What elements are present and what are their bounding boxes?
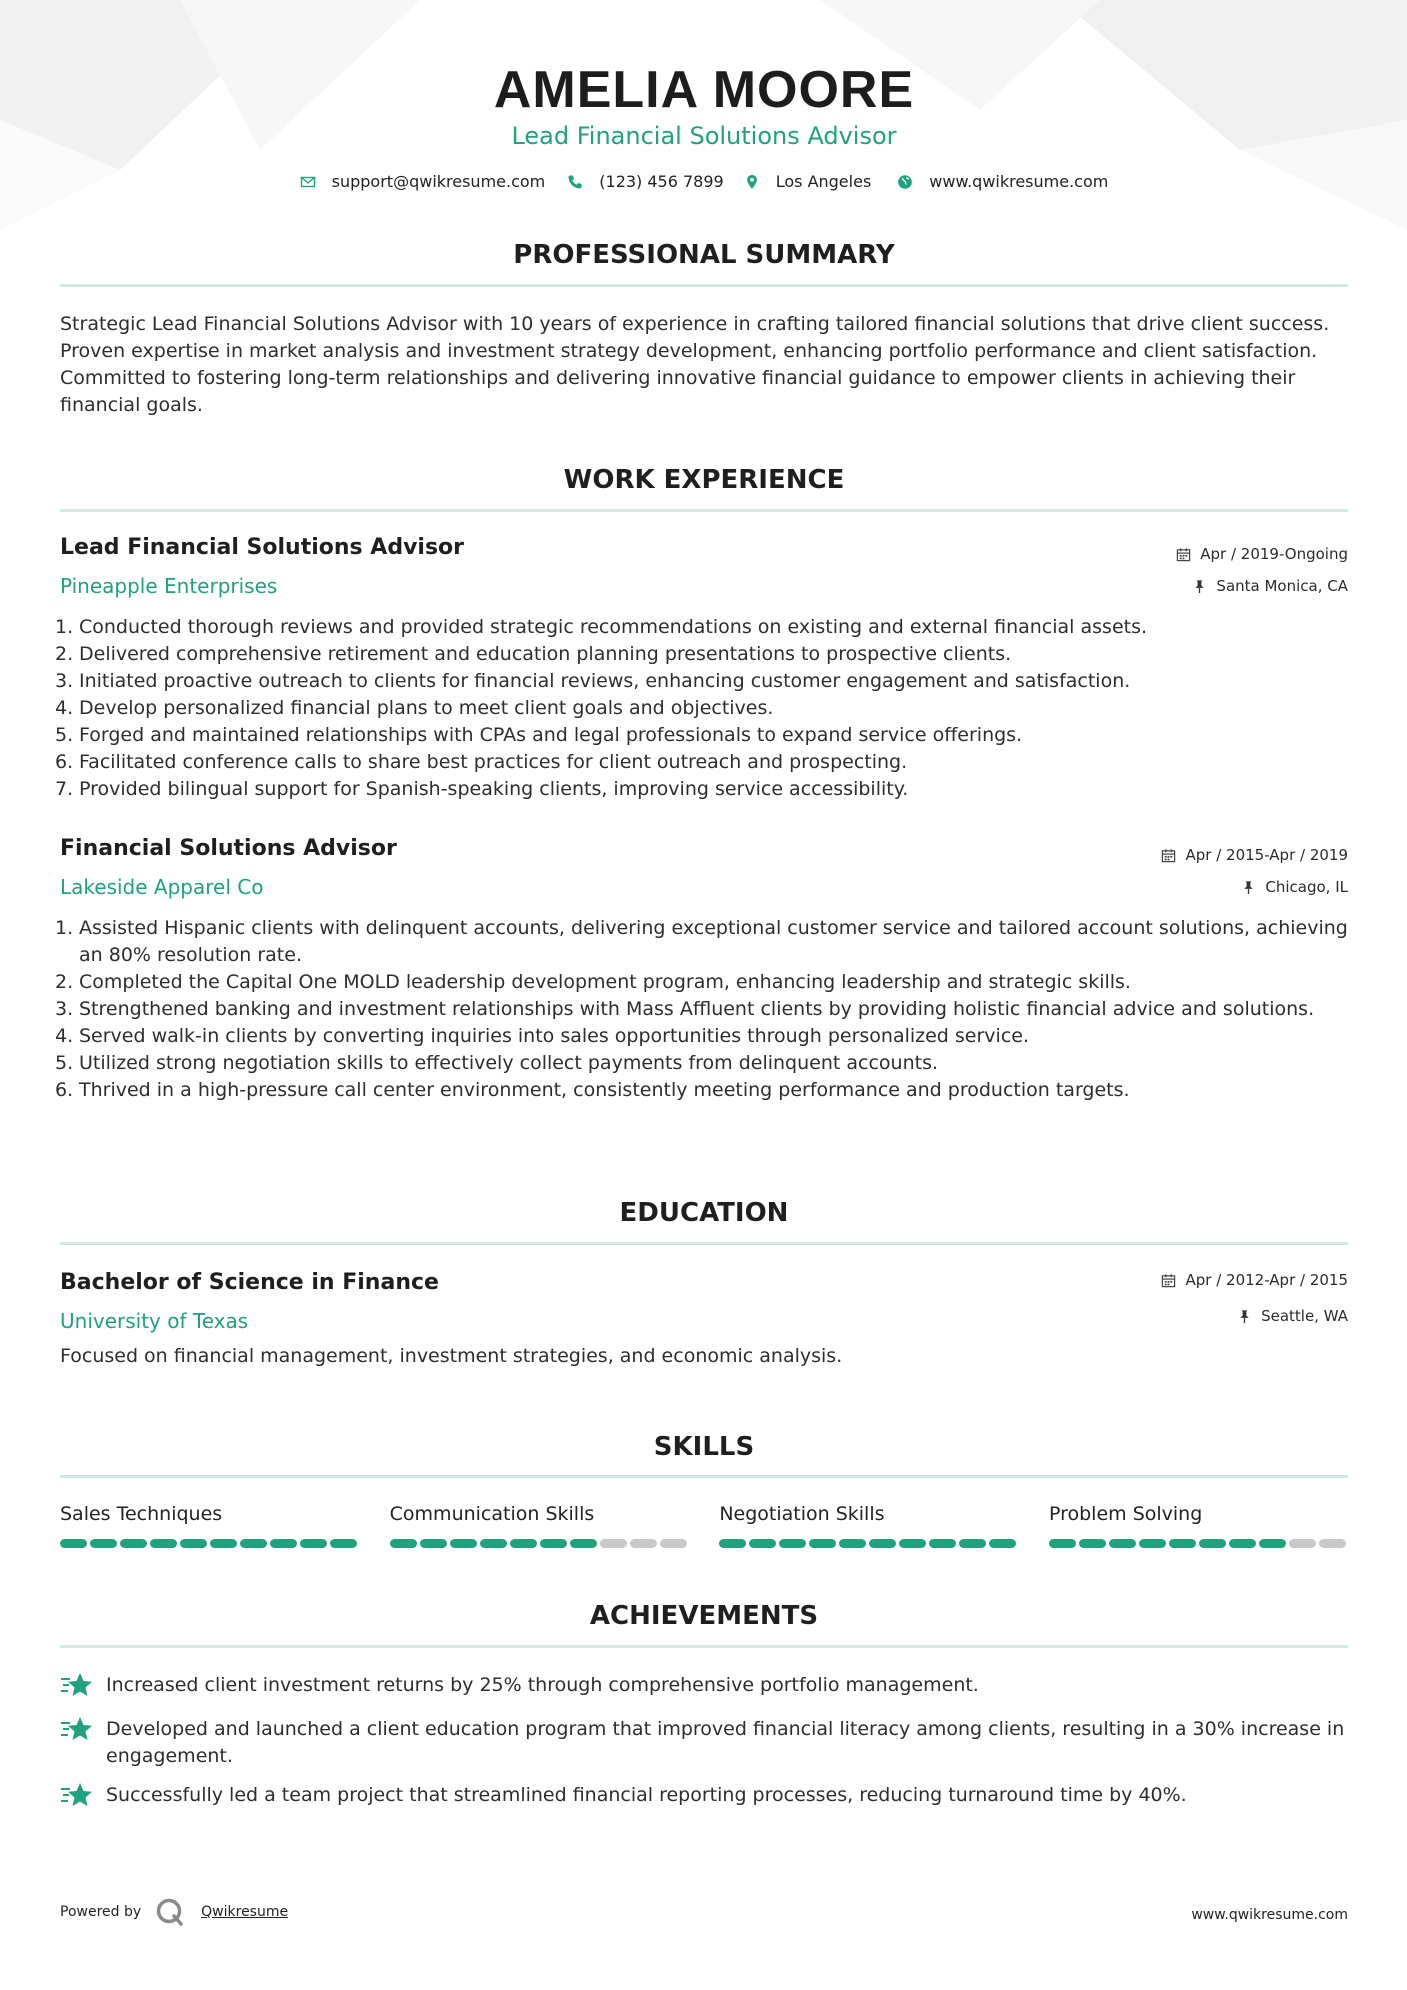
- education-location-text: Seattle, WA: [1261, 1307, 1348, 1325]
- education-heading: EDUCATION: [619, 1198, 789, 1228]
- skill-name: Negotiation Skills: [719, 1503, 885, 1525]
- skill-dot-filled: [1199, 1539, 1226, 1548]
- globe-icon: [897, 174, 913, 190]
- skill-dot-filled: [1139, 1539, 1166, 1548]
- education-description: Focused on financial management, investment strategies, and economic analysis.: [60, 1345, 843, 1367]
- calendar-icon: [1176, 547, 1191, 562]
- list-item: 2. Completed the Capital One MOLD leadership development program, enhancing leadership and strategic skills.: [55, 971, 1131, 993]
- skill-dot-filled: [929, 1539, 956, 1548]
- skill-dot-filled: [899, 1539, 926, 1548]
- skill-dot-filled: [510, 1539, 537, 1548]
- skill-dot-filled: [540, 1539, 567, 1548]
- skill-dot-filled: [1259, 1539, 1286, 1548]
- skill-rating: [719, 1539, 1018, 1548]
- list-item: 3. Initiated proactive outreach to clients for financial reviews, enhancing customer engagement and satisfaction.: [55, 670, 1131, 692]
- achievement-item: [60, 1716, 1348, 1770]
- skill-dot-filled: [330, 1539, 357, 1548]
- job-location-text: Chicago, IL: [1265, 878, 1348, 896]
- skill-dot-filled: [1169, 1539, 1196, 1548]
- skill-dot-filled: [719, 1539, 746, 1548]
- school-name: University of Texas: [60, 1309, 249, 1333]
- pushpin-icon: [1192, 579, 1207, 594]
- skill-dot-filled: [1229, 1539, 1256, 1548]
- job-bullets: [55, 915, 1348, 1104]
- achievement-text: Successfully led a team project that streamlined financial reporting processes, reducing turnaround time by 40%.: [106, 1784, 1187, 1806]
- list-item: 4. Develop personalized financial plans to meet client goals and objectives.: [55, 697, 774, 719]
- job-location-text: Santa Monica, CA: [1216, 577, 1348, 595]
- skill-name: Problem Solving: [1048, 1503, 1203, 1525]
- skill-rating: [60, 1539, 359, 1548]
- skill-dot-filled: [749, 1539, 776, 1548]
- summary-heading: PROFESSIONAL SUMMARY: [513, 240, 895, 270]
- skill-dot-empty: [630, 1539, 657, 1548]
- education-date-text: Apr / 2012-Apr / 2015: [1185, 1271, 1348, 1289]
- company-name: Lakeside Apparel Co: [60, 875, 264, 899]
- skill-dot-filled: [120, 1539, 147, 1548]
- pushpin-icon: [1241, 880, 1256, 895]
- job-date: [1176, 544, 1348, 564]
- skill-dot-filled: [420, 1539, 447, 1548]
- skill-dot-filled: [270, 1539, 297, 1548]
- map-pin-icon: [744, 174, 760, 190]
- pushpin-icon: [1237, 1309, 1252, 1324]
- achievement-item: [60, 1782, 1348, 1809]
- star-icon: [60, 1781, 94, 1809]
- list-item: 2. Delivered comprehensive retirement and education planning presentations to prospective clients.: [55, 643, 1012, 665]
- skill-dot-empty: [660, 1539, 687, 1548]
- achievements-divider: [60, 1645, 1348, 1648]
- skill-dot-filled: [809, 1539, 836, 1548]
- skill-dot-filled: [869, 1539, 896, 1548]
- list-item: 7. Provided bilingual support for Spanish-speaking clients, improving service accessibility.: [55, 778, 909, 800]
- skill-dot-filled: [240, 1539, 267, 1548]
- job-title: Lead Financial Solutions Advisor: [60, 535, 465, 560]
- qwikresume-logo-icon: [155, 1897, 185, 1927]
- candidate-title: Lead Financial Solutions Advisor: [511, 122, 897, 150]
- phone-text: (123) 456 7899: [599, 172, 724, 191]
- education-date: [1161, 1270, 1348, 1290]
- location-text: Los Angeles: [775, 172, 872, 191]
- skills-list: [60, 1500, 1348, 1548]
- skill-dot-filled: [779, 1539, 806, 1548]
- job-date: [1161, 845, 1348, 865]
- website-text: www.qwikresume.com: [929, 172, 1109, 191]
- skill-dot-filled: [150, 1539, 177, 1548]
- skill-item: [60, 1500, 359, 1548]
- calendar-icon: [1161, 1273, 1176, 1288]
- skill-dot-filled: [90, 1539, 117, 1548]
- skill-dot-empty: [600, 1539, 627, 1548]
- job-location: [1241, 877, 1348, 897]
- contact-location: [744, 172, 872, 191]
- star-icon: [60, 1671, 94, 1699]
- skill-dot-filled: [1079, 1539, 1106, 1548]
- skill-rating: [1049, 1539, 1348, 1548]
- experience-heading: WORK EXPERIENCE: [563, 465, 845, 495]
- list-item: 1. Conducted thorough reviews and provided strategic recommendations on existing and external financial assets.: [55, 616, 1148, 638]
- achievement-text: Increased client investment returns by 25% through comprehensive portfolio management.: [106, 1674, 979, 1696]
- achievement-text: Developed and launched a client education program that improved financial literacy among clients, resulting in a 30% increase in engagement.: [106, 1718, 1345, 1767]
- skill-name: Communication Skills: [389, 1503, 595, 1525]
- summary-divider: [60, 284, 1348, 287]
- skill-dot-empty: [1319, 1539, 1346, 1548]
- job-title: Financial Solutions Advisor: [60, 836, 397, 861]
- footer-website[interactable]: www.qwikresume.com: [1191, 1907, 1348, 1923]
- job-date-text: Apr / 2019-Ongoing: [1200, 545, 1348, 563]
- skill-dot-filled: [390, 1539, 417, 1548]
- qwikresume-link[interactable]: Qwikresume: [201, 1904, 289, 1920]
- list-item: 6. Thrived in a high-pressure call center environment, consistently meeting performance and production targets.: [55, 1079, 1130, 1101]
- company-name: Pineapple Enterprises: [60, 574, 278, 598]
- skill-dot-filled: [210, 1539, 237, 1548]
- footer-powered-by: [60, 1897, 288, 1927]
- envelope-icon: [300, 174, 316, 190]
- experience-divider: [60, 509, 1348, 512]
- skill-item: [719, 1500, 1018, 1548]
- email-text: support@qwikresume.com: [331, 172, 546, 191]
- skill-dot-filled: [570, 1539, 597, 1548]
- job-location: [1192, 576, 1348, 596]
- candidate-name: AMELIA MOORE: [493, 61, 915, 119]
- skill-dot-filled: [180, 1539, 207, 1548]
- skill-dot-filled: [450, 1539, 477, 1548]
- list-item: 6. Facilitated conference calls to share best practices for client outreach and prospecting.: [55, 751, 908, 773]
- skill-dot-filled: [60, 1539, 87, 1548]
- skill-name: Sales Techniques: [60, 1503, 223, 1525]
- skill-dot-filled: [300, 1539, 327, 1548]
- list-item: 1. Assisted Hispanic clients with delinquent accounts, delivering exceptional customer service and tailored account solutions, achieving an 80% resolution rate.: [55, 917, 1348, 966]
- skill-dot-empty: [1289, 1539, 1316, 1548]
- contact-email[interactable]: [300, 172, 546, 191]
- star-icon: [60, 1715, 94, 1743]
- list-item: 5. Forged and maintained relationships with CPAs and legal professionals to expand service offerings.: [55, 724, 1023, 746]
- skill-dot-filled: [1109, 1539, 1136, 1548]
- skill-dot-filled: [839, 1539, 866, 1548]
- education-divider: [60, 1242, 1348, 1245]
- calendar-icon: [1161, 848, 1176, 863]
- skill-item: [390, 1500, 689, 1548]
- job-date-text: Apr / 2015-Apr / 2019: [1185, 846, 1348, 864]
- degree-title: Bachelor of Science in Finance: [60, 1270, 439, 1295]
- achievements-heading: ACHIEVEMENTS: [589, 1601, 819, 1631]
- list-item: 4. Served walk-in clients by converting inquiries into sales opportunities through personalized service.: [55, 1025, 1030, 1047]
- contact-website[interactable]: [897, 172, 1108, 191]
- skill-item: [1049, 1500, 1348, 1548]
- job-bullets: [55, 614, 1348, 803]
- contact-phone[interactable]: [567, 172, 723, 191]
- skill-dot-filled: [1049, 1539, 1076, 1548]
- skill-dot-filled: [959, 1539, 986, 1548]
- powered-by-label: Powered by: [60, 1904, 142, 1920]
- skill-dot-filled: [989, 1539, 1016, 1548]
- list-item: 3. Strengthened banking and investment relationships with Mass Affluent clients by providing holistic financial advice and solutions.: [55, 998, 1315, 1020]
- education-location: [1237, 1306, 1348, 1326]
- skills-divider: [60, 1475, 1348, 1478]
- contact-bar: [60, 172, 1348, 191]
- skills-heading: SKILLS: [653, 1432, 755, 1462]
- skill-dot-filled: [480, 1539, 507, 1548]
- skill-rating: [390, 1539, 689, 1548]
- list-item: 5. Utilized strong negotiation skills to effectively collect payments from delinquent accounts.: [55, 1052, 939, 1074]
- achievement-item: [60, 1672, 1348, 1699]
- summary-text: Strategic Lead Financial Solutions Advisor with 10 years of experience in crafting tailored financial solutions that drive client success. Proven expertise in market analysis and investment strategy development, enhancing portfolio performance and client satisfaction. Committed to fostering long-term relationships and delivering innovative financial guidance to empower clients in achieving their financial goals.: [60, 313, 1330, 416]
- phone-icon: [567, 174, 583, 190]
